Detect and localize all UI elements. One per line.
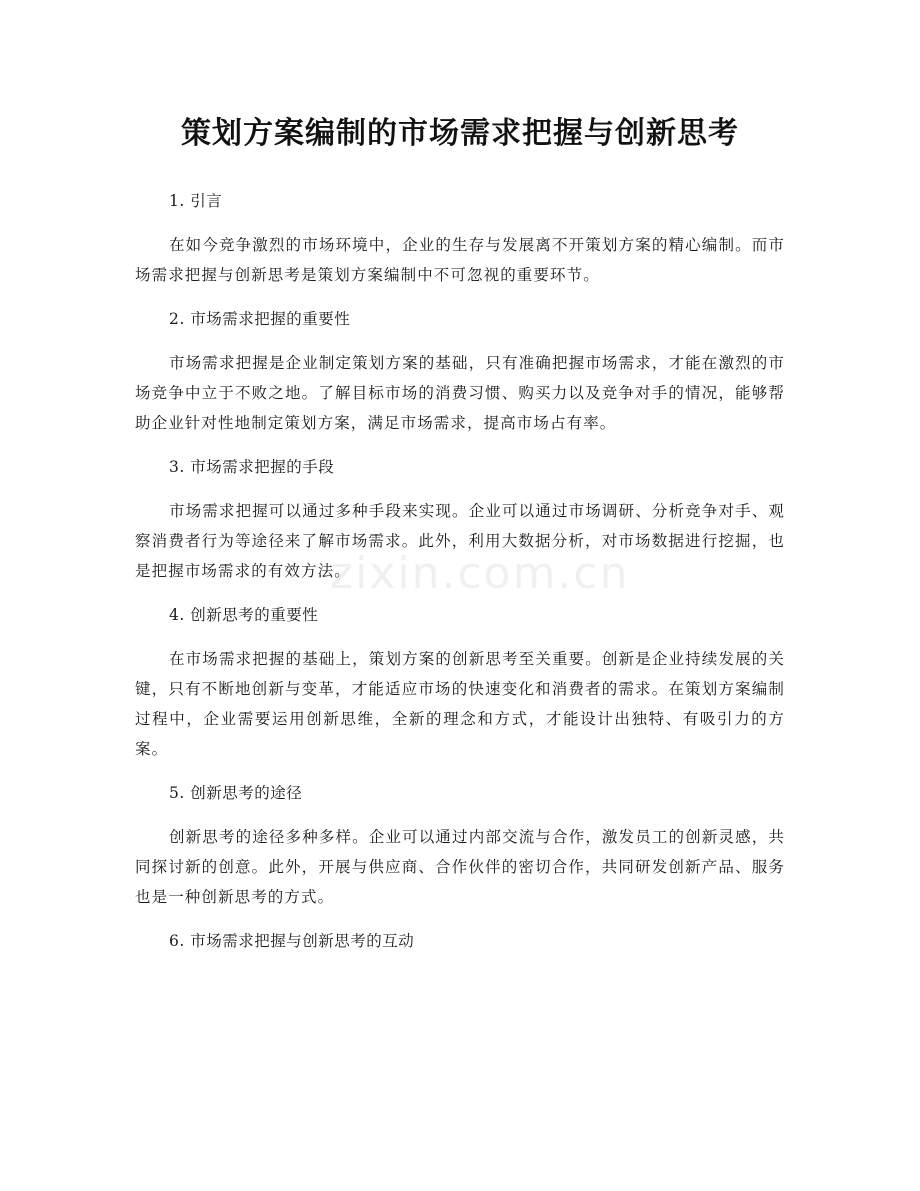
section-heading: 4. 创新思考的重要性	[169, 606, 319, 624]
section-2	[135, 304, 785, 438]
section-4	[135, 600, 785, 764]
section-paragraph: 市场需求把握是企业制定策划方案的基础，只有准确把握市场需求，才能在激烈的市场竞争中立于不败之地。了解目标市场的消费习惯、购买力以及竞争对手的情况，能够帮助企业针对性地制定策划方案，满足市场需求，提高市场占有率。	[135, 354, 785, 432]
section-paragraph: 市场需求把握可以通过多种手段来实现。企业可以通过市场调研、分析竞争对手、观察消费者行为等途径来了解市场需求。此外，利用大数据分析，对市场数据进行挖掘，也是把握市场需求的有效方法。	[135, 502, 785, 580]
document-body	[135, 186, 785, 970]
section-5	[135, 778, 785, 912]
section-paragraph: 创新思考的途径多种多样。企业可以通过内部交流与合作，激发员工的创新灵感，共同探讨新的创意。此外，开展与供应商、合作伙伴的密切合作，共同研发创新产品、服务也是一种创新思考的方式。	[135, 828, 785, 906]
section-heading: 1. 引言	[169, 192, 223, 210]
document-title: 策划方案编制的市场需求把握与创新思考	[181, 116, 739, 151]
section-heading: 2. 市场需求把握的重要性	[169, 310, 351, 328]
section-1	[135, 186, 785, 290]
section-heading: 5. 创新思考的途径	[169, 784, 303, 802]
section-paragraph: 在市场需求把握的基础上，策划方案的创新思考至关重要。创新是企业持续发展的关键，只有不断地创新与变革，才能适应市场的快速变化和消费者的需求。在策划方案编制过程中，企业需要运用创新思维，全新的理念和方式，才能设计出独特、有吸引力的方案。	[135, 650, 785, 758]
section-heading: 6. 市场需求把握与创新思考的互动	[169, 932, 415, 950]
section-3	[135, 452, 785, 586]
section-heading: 3. 市场需求把握的手段	[169, 458, 335, 476]
section-6	[135, 926, 785, 956]
watermark: zixin.com.cn	[330, 548, 630, 599]
section-paragraph: 在如今竞争激烈的市场环境中，企业的生存与发展离不开策划方案的精心编制。而市场需求把握与创新思考是策划方案编制中不可忽视的重要环节。	[135, 236, 785, 284]
